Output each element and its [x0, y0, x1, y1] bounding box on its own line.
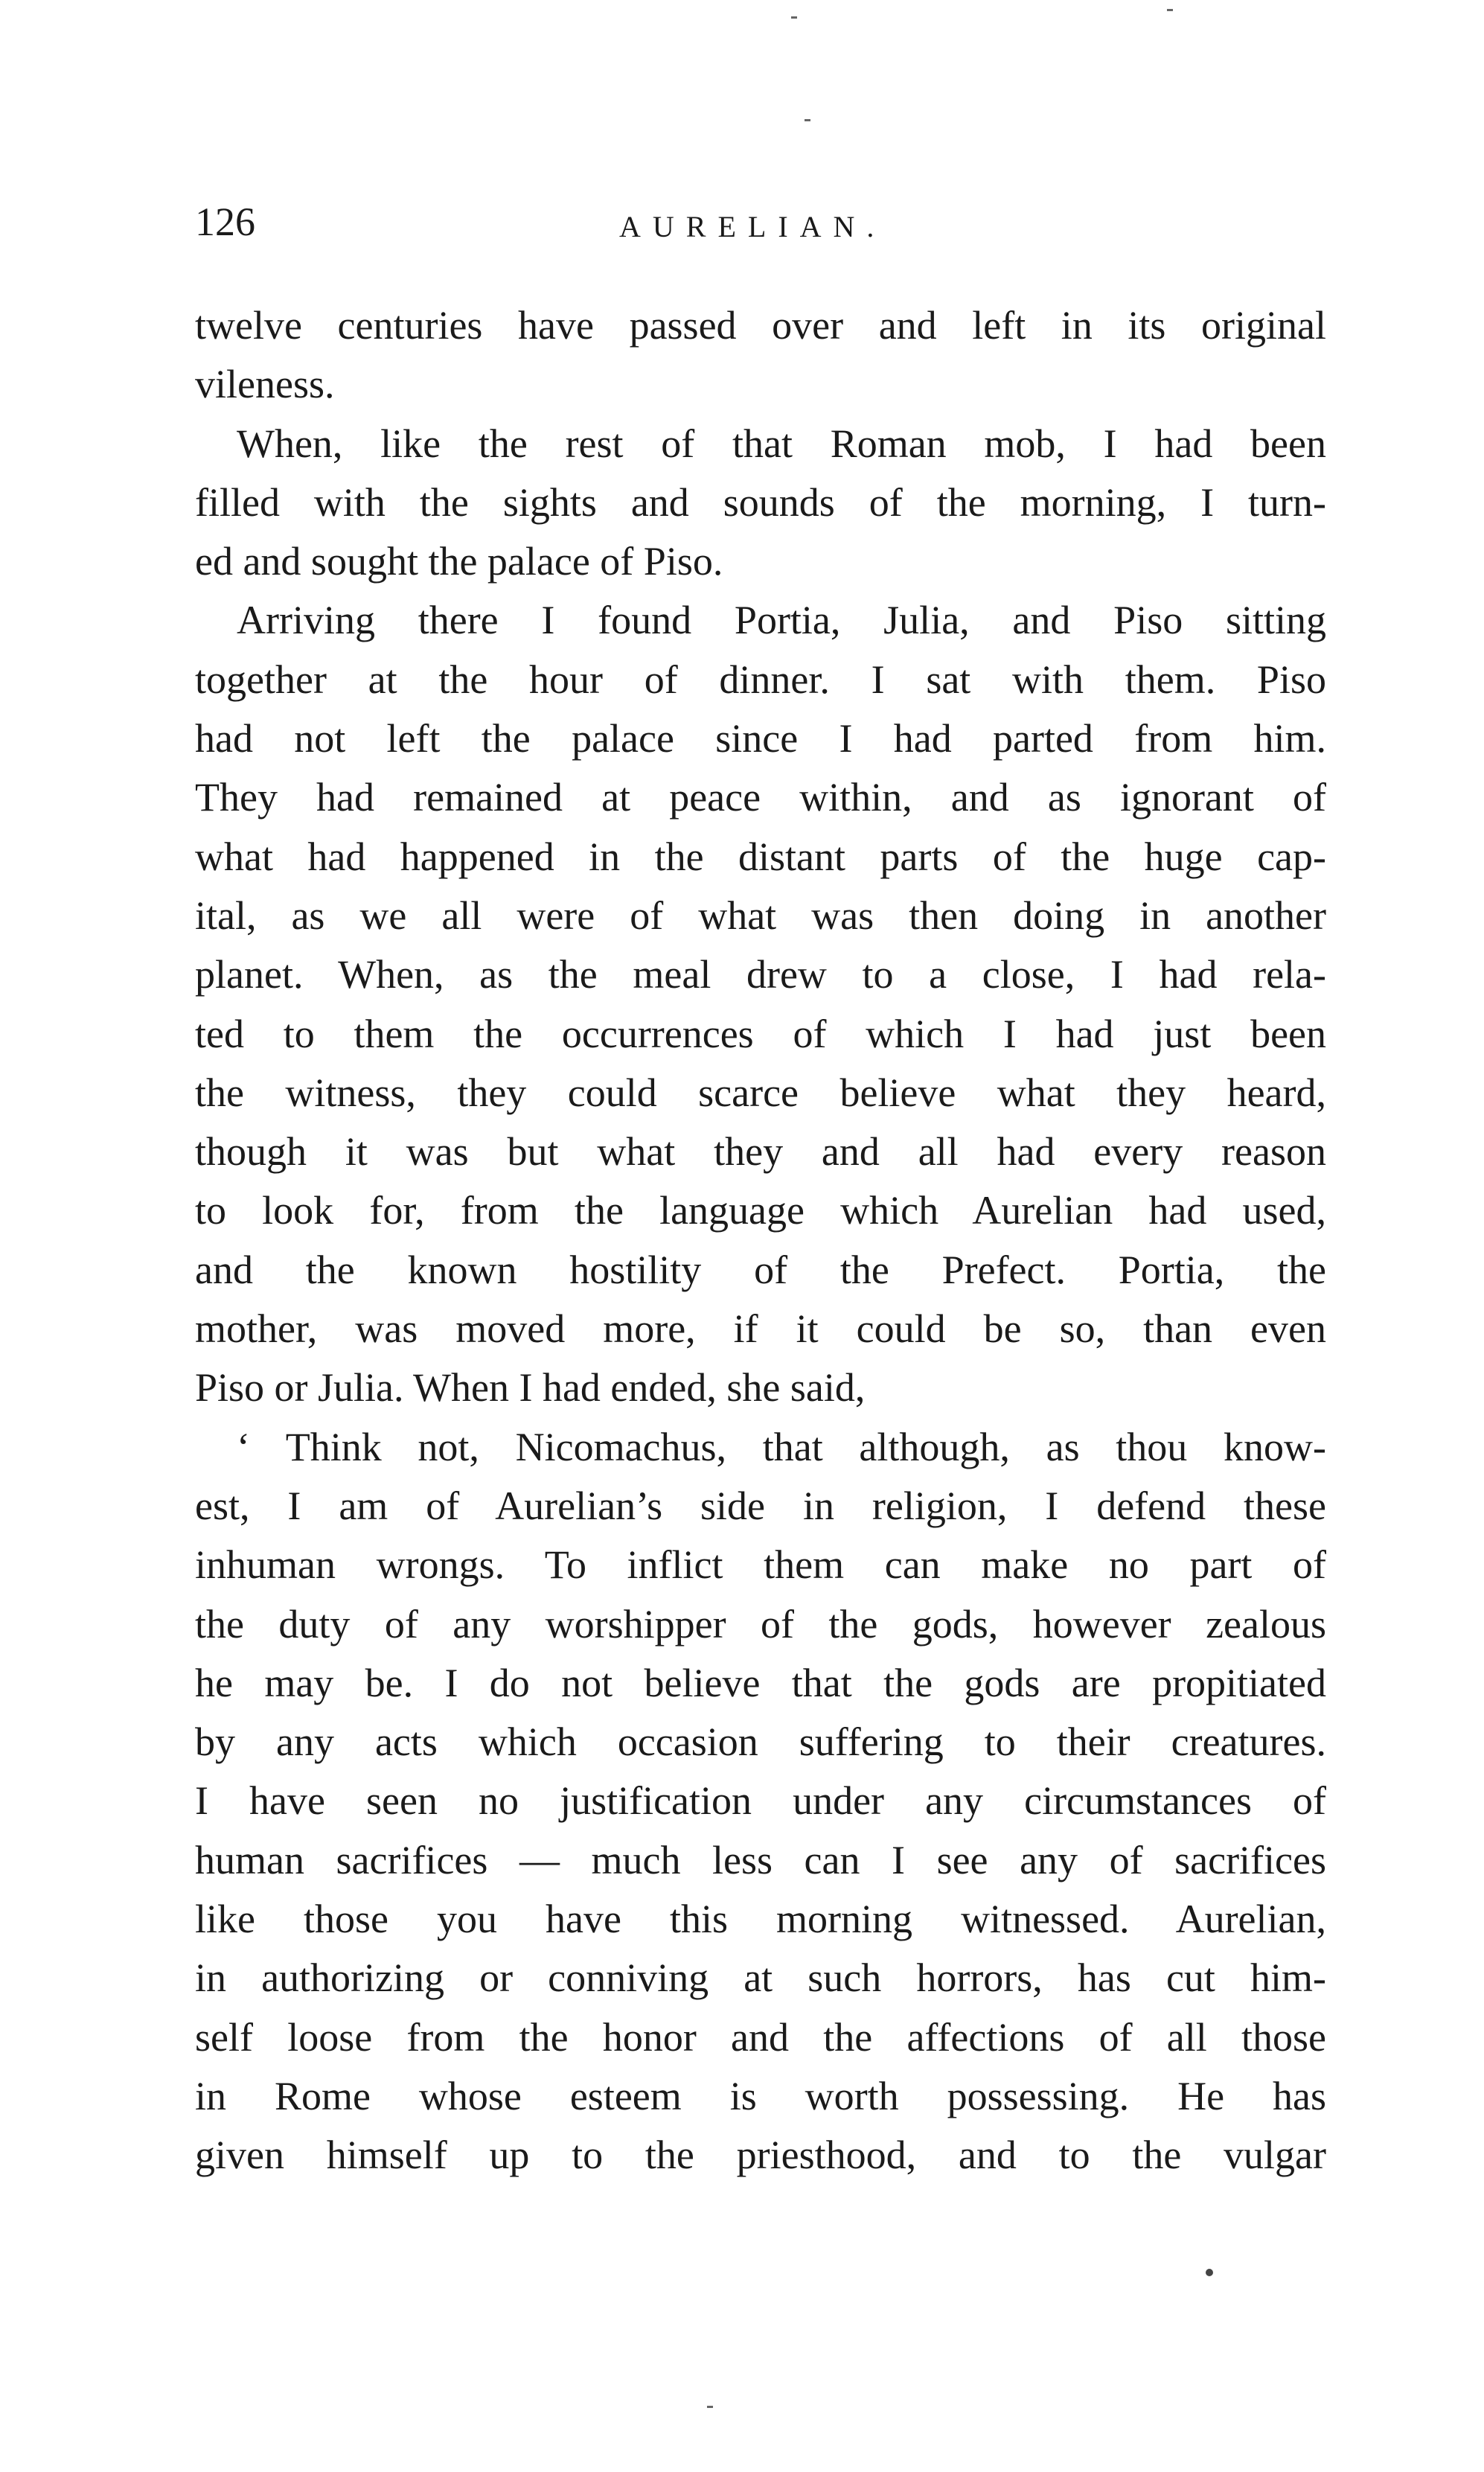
text-line: ‘ Think not, Nicomachus, that although, as thou know- — [237, 1424, 1326, 1469]
running-title: AURELIAN. — [619, 210, 886, 243]
text-line: inhuman wrongs. To inflict them can make no part of — [195, 1542, 1326, 1588]
text-line: mother, was moved more, if it could be so, than even — [195, 1306, 1326, 1352]
text-line: the witness, they could scarce believe what they heard, — [195, 1070, 1326, 1115]
text-line: ed and sought the palace of Piso. — [195, 539, 723, 584]
text-line: planet. When, as the meal drew to a close, I had rela- — [195, 952, 1326, 997]
text-line: and the known hostility of the Prefect. Portia, the — [195, 1247, 1326, 1292]
scan-speck — [1167, 9, 1173, 11]
text-line: to look for, from the language which Aurelian had used, — [195, 1188, 1326, 1233]
text-line: ted to them the occurrences of which I had just been — [195, 1011, 1326, 1056]
text-line: by any acts which occasion suffering to their creatures. — [195, 1719, 1326, 1765]
scan-speck — [1206, 2269, 1213, 2276]
text-line: est, I am of Aurelian’s side in religion, I defend these — [195, 1483, 1326, 1528]
text-line: twelve centuries have passed over and left in its original — [195, 303, 1326, 348]
text-line: human sacrifices — much less can I see any of sacrifices — [195, 1837, 1326, 1882]
text-line: in Rome whose esteem is worth possessing. He has — [195, 2073, 1326, 2118]
text-line: ital, as we all were of what was then doing in another — [195, 892, 1326, 938]
page-header — [195, 199, 1326, 259]
text-line: he may be. I do not believe that the gods are propitiated — [195, 1660, 1326, 1705]
text-line: what had happened in the distant parts of the huge cap- — [195, 834, 1326, 879]
body-text — [195, 296, 1326, 2185]
scan-speck — [805, 119, 810, 121]
text-line: self loose from the honor and the affections of all those — [195, 2014, 1326, 2060]
text-line: I have seen no justification under any circumstances of — [195, 1778, 1326, 1824]
page-number: 126 — [195, 199, 255, 244]
text-line: had not left the palace since I had parted from him. — [195, 716, 1326, 761]
text-line: given himself up to the priesthood, and to the vulgar — [195, 2133, 1326, 2178]
text-line: When, like the rest of that Roman mob, I had been — [237, 421, 1326, 466]
text-line: though it was but what they and all had every reason — [195, 1129, 1326, 1175]
text-line: vileness. — [195, 362, 335, 407]
text-line: together at the hour of dinner. I sat with them. Piso — [195, 657, 1326, 702]
text-line: Piso or Julia. When I had ended, she said, — [195, 1365, 866, 1411]
text-line: the duty of any worshipper of the gods, however zealous — [195, 1601, 1326, 1647]
text-line: Arriving there I found Portia, Julia, and Piso sitting — [237, 598, 1326, 643]
scan-speck — [707, 2406, 713, 2408]
text-line: filled with the sights and sounds of the morning, I turn- — [195, 479, 1326, 525]
text-line: in authorizing or conniving at such horrors, has cut him- — [195, 1955, 1326, 2001]
text-line: like those you have this morning witnessed. Aurelian, — [195, 1897, 1326, 1942]
text-line: They had remained at peace within, and as ignorant of — [195, 775, 1326, 820]
scan-speck — [791, 16, 797, 19]
